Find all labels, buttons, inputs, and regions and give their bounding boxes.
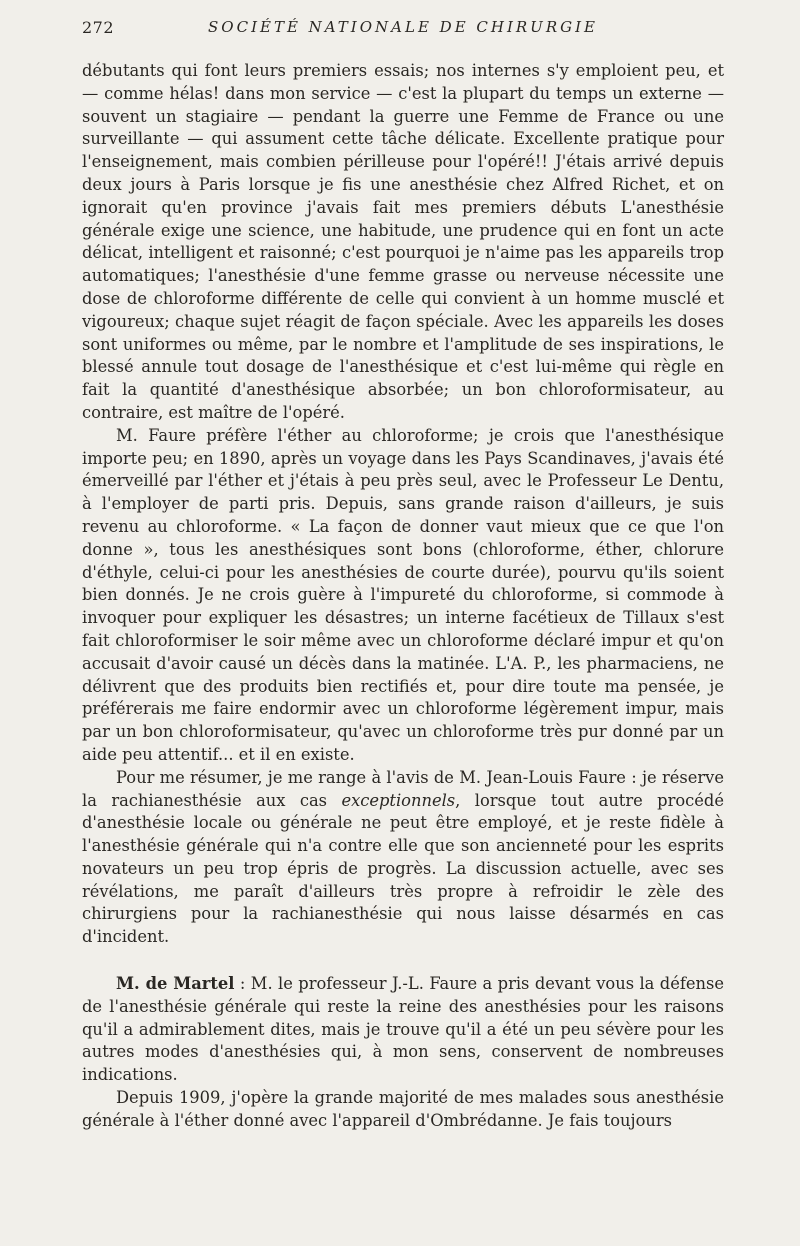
paragraph-3-part-1: Pour me résumer, je me range à l'avis de M. Jean-Louis Faure : je réserve la rachianesthésie aux cas	[82, 767, 724, 810]
paragraph-3-part-2: , lorsque tout autre procédé d'anesthésie locale ou générale ne peut être employé, et je reste fidèle à l'anesthésie générale qui n'a contre elle que son ancienneté pour les esprits novateurs un peu trop épris de progrès. La discussion actuelle, avec ses révélations, me paraît d'ailleurs très propre à refroidir le zèle des chirurgiens pour la rachianesthésie qui nous laisse désarmés en cas d'incident.	[82, 790, 724, 947]
speaker-name: M. de Martel	[116, 974, 235, 994]
emphasized-word: exceptionnels	[341, 790, 456, 810]
paragraph-1: débutants qui font leurs premiers essais; nos internes s'y emploient peu, et — comme hélas! dans mon service — c'est la plupart du temps un externe — souvent un stagiaire — pendant la guerre une Femme de France ou une surveillante — qui assument cette tâche délicate. Excellente pratique pour l'enseignement, mais combien périlleuse pour l'opéré!! J'étais arrivé depuis deux jours à Paris lorsque je fis une anesthésie chez Alfred Richet, et on ignorait qu'en province j'avais fait mes premiers débuts L'anesthésie générale exige une science, une habitude, une prudence qui en font un acte délicat, intelligent et raisonné; c'est pourquoi je n'aime pas les appareils trop automatiques; l'anesthésie d'une femme grasse ou nerveuse nécessite une dose de chloroforme différente de celle qui convient à un homme musclé et vigoureux; chaque sujet réagit de façon spéciale. Avec les appareils les doses sont uniformes ou même, par le nombre et l'amplitude de ses inspirations, le blessé annule tout dosage de l'anesthésique et c'est lui-même qui règle en fait la quantité d'anesthésique absorbée; un bon chloroformisateur, au contraire, est maître de l'opéré.	[82, 61, 724, 422]
paragraph-5: Depuis 1909, j'opère la grande majorité de mes malades sous anesthésie générale à l'éther donné avec l'appareil d'Ombrédanne. Je fais toujours	[82, 1088, 724, 1130]
paragraph-2: M. Faure préfère l'éther au chloroforme; je crois que l'anesthésique importe peu; en 1890, après un voyage dans les Pays Scandinaves, j'avais été émerveillé par l'éther et j'étais à peu près seul, avec le Professeur Le Dentu, à l'employer de parti pris. Depuis, sans grande raison d'ailleurs, je suis revenu au chloroforme. « La façon de donner vaut mieux que ce que l'on donne », tous les anesthésiques sont bons (chloroforme, éther, chlorure d'éthyle, celui-ci pour les anesthésies de courte durée), pourvu qu'ils soient bien donnés. Je ne crois guère à l'impureté du chloroforme, si commode à invoquer pour expliquer les désastres; un interne facétieux de Tillaux s'est fait chloroformiser le soir même avec un chloroforme déclaré impur et qu'on accusait d'avoir causé un décès dans la matinée. L'A. P., les pharmaciens, ne délivrent que des produits bien rectifiés et, pour dire toute ma pensée, je préférerais me faire endormir avec un chloroforme légèrement impur, mais par un bon chloroformisateur, qu'avec un chloroforme très pur donné par un aide peu attentif... et il en existe.	[82, 425, 724, 764]
running-title: SOCIÉTÉ NATIONALE DE CHIRURGIE	[208, 18, 598, 36]
body-text	[82, 60, 724, 1133]
paragraph-3	[82, 767, 724, 949]
page-number: 272	[82, 18, 115, 37]
paragraph-4-text: : M. le professeur J.-L. Faure a pris devant vous la défense de l'anesthésie générale qui reste la reine des anesthésies pour les raisons qu'il a admirablement dites, mais je trouve qu'il a été un peu sévère pour les autres modes d'anesthésies qui, à mon sens, conservent de nombreuses indications.	[82, 974, 724, 1085]
paragraph-4	[82, 973, 724, 1087]
page-header	[82, 16, 724, 46]
